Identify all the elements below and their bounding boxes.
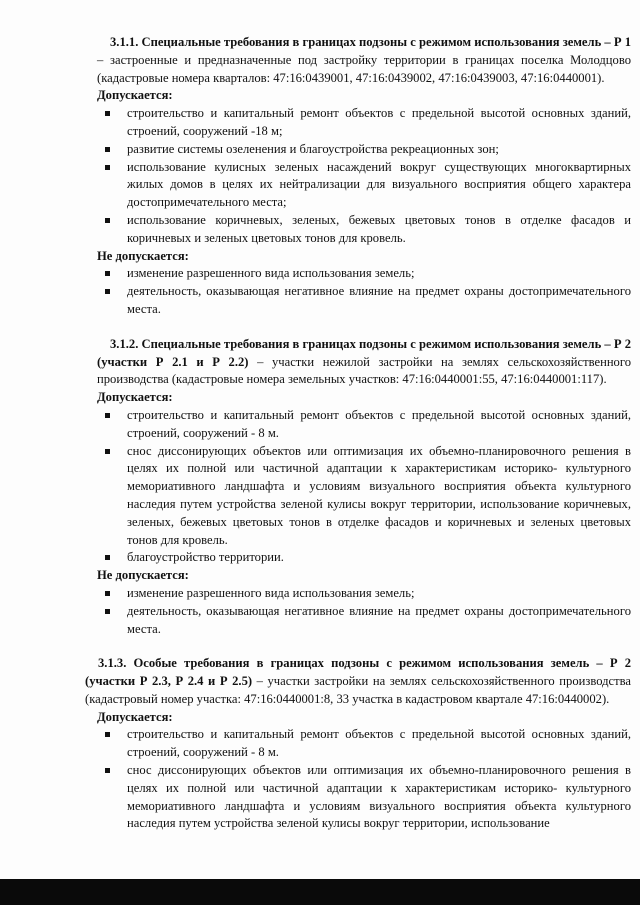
section-3-1-2 — [97, 336, 631, 639]
allowed-list — [97, 726, 631, 833]
allowed-label: Допускается: — [97, 88, 173, 103]
section-heading-text: – застроенные и предназначенные под застройку территории в границах поселка Молодцово (кадастровые номера кварталов: 47:16:0439001, 47:16:0439002, 47:16:0439003, 47:16:0440001). — [97, 52, 631, 85]
forbidden-label: Не допускается: — [97, 248, 189, 263]
list-item: снос диссонирующих объектов или оптимизация их объемно-планировочного решения в целях их полной или частичной адаптации к характеристикам историко- культурного мемориативного ландшафта и условиям визуального восприятия объекта культурного наследия путем устройства зеленой кулисы вокруг территории, использование коричневых, зеленых, бежевых цветовых тонов в отделке фасадов и коричневых и зеленых цветовых тонов для кровель. — [97, 443, 631, 550]
allowed-label: Допускается: — [97, 390, 173, 405]
allowed-list — [97, 407, 631, 567]
list-item: деятельность, оказывающая негативное влияние на предмет охраны достопримечательного места. — [97, 603, 631, 639]
section-heading — [85, 655, 631, 708]
list-item: снос диссонирующих объектов или оптимизация их объемно-планировочного решения в целях их полной или частичной адаптации к характеристикам историко- культурного мемориативного ландшафта и условиям визуального восприятия объекта культурного наследия путем устройства зеленой кулисы вокруг территории, использование — [97, 762, 631, 833]
list-item: изменение разрешенного вида использования земель; — [97, 585, 631, 603]
allowed-list — [97, 105, 631, 247]
section-heading-bold: 3.1.1. Специальные требования в границах подзоны с режимом использования земель – Р 1 — [110, 35, 631, 49]
forbidden-label: Не допускается: — [97, 568, 189, 583]
list-item: деятельность, оказывающая негативное влияние на предмет охраны достопримечательного места. — [97, 283, 631, 319]
document-body — [85, 34, 631, 833]
scan-bottom-edge — [0, 879, 640, 905]
section-heading — [97, 34, 631, 87]
section-heading — [97, 336, 631, 389]
list-item: развитие системы озеленения и благоустройства рекреационных зон; — [97, 141, 631, 159]
list-item: изменение разрешенного вида использования земель; — [97, 265, 631, 283]
section-heading-text: – участки застройки на землях сельскохозяйственного производства (кадастровый номер участка: 47:16:0440001:8, 33 участка в кадастровом квартале 47:16:0440002). — [85, 674, 631, 706]
section-spacer — [97, 319, 631, 336]
list-item: использование кулисных зеленых насаждений вокруг существующих многоквартирных жилых домов в целях их нейтрализации для визуального восприятия общего характера достопримечательного места; — [97, 159, 631, 212]
section-heading-bold: 3.1.3. Особые требования в границах подзоны с режимом использования земель – Р 2 (участки Р 2.3, Р 2.4 и Р 2.5) — [85, 656, 631, 689]
list-item: строительство и капитальный ремонт объектов с предельной высотой основных зданий, строений, сооружений - 8 м. — [97, 407, 631, 443]
list-item: благоустройство территории. — [97, 549, 631, 567]
list-item: использование коричневых, зеленых, бежевых цветовых тонов в отделке фасадов и коричневых и зеленых цветовых тонов для кровель. — [97, 212, 631, 248]
section-heading-text: – участки нежилой застройки на землях сельскохозяйственного производства (кадастровые номера земельных участков: 47:16:0440001:55, 47:16:0440001:117). — [97, 354, 631, 387]
section-heading-bold: 3.1.2. Специальные требования в границах подзоны с режимом использования земель – Р 2 (участки Р 2.1 и Р 2.2) — [97, 336, 631, 369]
section-3-1-1 — [97, 34, 631, 319]
forbidden-list — [97, 585, 631, 638]
allowed-label: Допускается: — [97, 709, 173, 724]
forbidden-list — [97, 265, 631, 318]
section-3-1-3 — [85, 655, 631, 833]
section-spacer — [97, 638, 631, 655]
list-item: строительство и капитальный ремонт объектов с предельной высотой основных зданий, строений, сооружений - 8 м. — [97, 726, 631, 762]
list-item: строительство и капитальный ремонт объектов с предельной высотой основных зданий, строений, сооружений -18 м; — [97, 105, 631, 141]
